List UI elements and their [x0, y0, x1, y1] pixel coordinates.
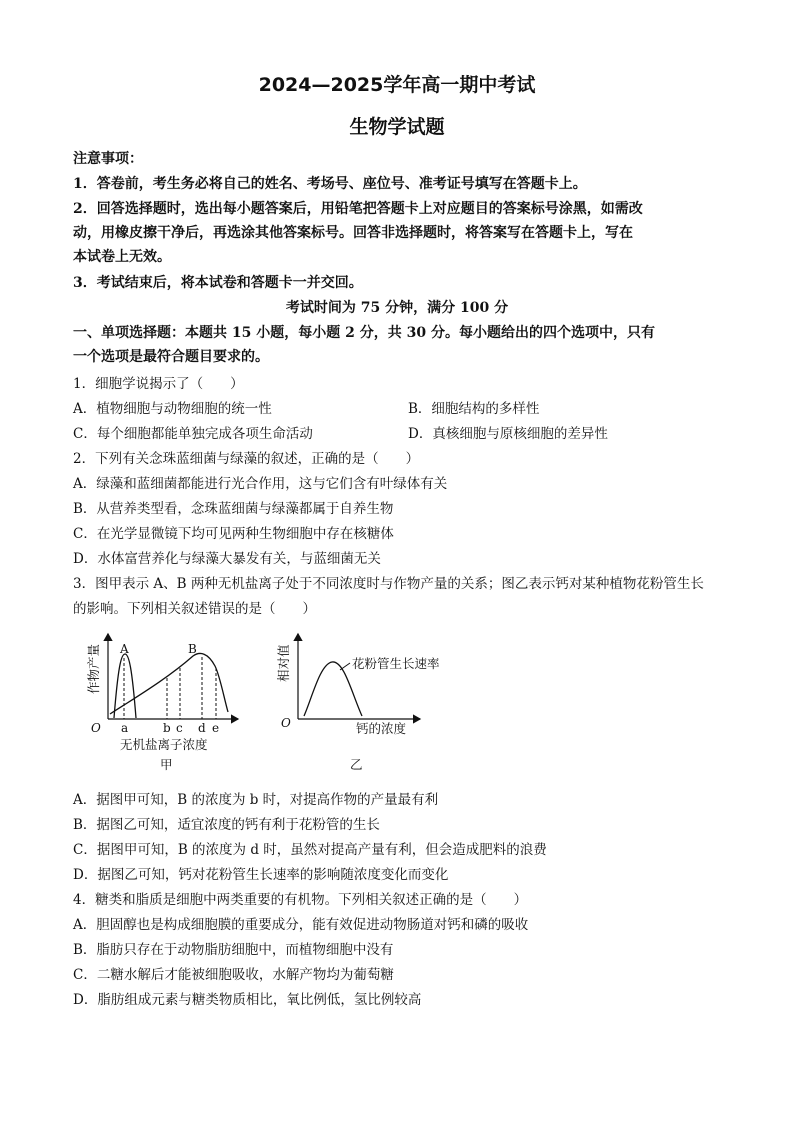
- q1-option-b: B．细胞结构的多样性: [408, 401, 540, 417]
- q2-stem: 2．下列有关念珠蓝细菌与绿藻的叙述，正确的是（ ）: [73, 451, 420, 467]
- exam-subtitle: 生物学试题: [349, 116, 445, 138]
- exam-info: 考试时间为 75 分钟，满分 100 分: [285, 300, 509, 316]
- q1-option-c: C．每个细胞都能单独完成各项生命活动: [73, 426, 313, 442]
- q3-stem-line2: 的影响。下列相关叙述错误的是（ ）: [73, 601, 316, 617]
- jia-tick-a: a: [121, 721, 129, 735]
- q2-option-d: D．水体富营养化与绿藻大暴发有关，与蓝细菌无关: [73, 551, 381, 567]
- q3-option-a: A．据图甲可知，B 的浓度为 b 时，对提高作物的产量最有利: [73, 792, 439, 808]
- notice-item-2-line1: 2．回答选择题时，选出每小题答案后，用铅笔把答题卡上对应题目的答案标号涂黑，如需改: [73, 201, 643, 217]
- notice-heading: 注意事项：: [73, 151, 143, 167]
- notice-item-2-line2: 动，用橡皮擦干净后，再选涂其他答案标号。回答非选择题时，将答案写在答题卡上，写在: [73, 225, 633, 241]
- jia-tick-c: c: [176, 721, 183, 735]
- jia-origin: O: [91, 721, 101, 735]
- jia-xlabel: 无机盐离子浓度: [120, 737, 208, 752]
- q1-option-a: A．植物细胞与动物细胞的统一性: [73, 401, 272, 417]
- jia-curve-b-label: B: [188, 642, 197, 656]
- section-heading-line2: 一个选项是最符合题目要求的。: [73, 349, 269, 365]
- jia-tick-d: d: [198, 721, 206, 735]
- yi-ylabel: 相对值: [276, 644, 291, 682]
- q3-option-c: C．据图甲可知，B 的浓度为 d 时，虽然对提高产量有利，但会造成肥料的浪费: [73, 842, 547, 858]
- jia-curve-b: [110, 653, 228, 714]
- q2-option-b: B．从营养类型看，念珠蓝细菌与绿藻都属于自养生物: [73, 501, 394, 517]
- section-heading-line1: 一、单项选择题：本题共 15 小题，每小题 2 分，共 30 分。每小题给出的四个选项中，只有: [73, 325, 655, 341]
- q2-option-a: A．绿藻和蓝细菌都能进行光合作用，这与它们含有叶绿体有关: [73, 476, 448, 492]
- figure-jia: [78, 628, 253, 778]
- yi-caption: 乙: [350, 757, 363, 772]
- jia-ylabel: 作物产量: [86, 643, 101, 694]
- q4-option-b: B．脂肪只存在于动物脂肪细胞中，而植物细胞中没有: [73, 942, 394, 958]
- jia-tick-b: b: [163, 721, 171, 735]
- jia-caption: 甲: [160, 757, 173, 772]
- yi-leader-line: [340, 663, 350, 670]
- exam-title: 2024—2025学年高一期中考试: [258, 74, 536, 96]
- jia-curve-a: [114, 654, 136, 718]
- q2-option-c: C．在光学显微镜下均可见两种生物细胞中存在核糖体: [73, 526, 394, 542]
- q4-option-d: D．脂肪组成元素与糖类物质相比，氧比例低，氢比例较高: [73, 992, 422, 1008]
- yi-origin: O: [281, 716, 291, 730]
- jia-curve-a-label: A: [120, 642, 129, 656]
- notice-item-1: 1．答卷前，考生务必将自己的姓名、考场号、座位号、准考证号填写在答题卡上。: [73, 176, 587, 192]
- jia-tick-e: e: [212, 721, 220, 735]
- figure-yi: [270, 628, 445, 778]
- q1-stem: 1．细胞学说揭示了（ ）: [73, 376, 244, 392]
- notice-item-3: 3．考试结束后，将本试卷和答题卡一并交回。: [73, 275, 363, 291]
- q4-stem: 4．糖类和脂质是细胞中两类重要的有机物。下列相关叙述正确的是（ ）: [73, 892, 528, 908]
- q3-option-b: B．据图乙可知，适宜浓度的钙有利于花粉管的生长: [73, 817, 380, 833]
- yi-xlabel: 钙的浓度: [356, 721, 407, 736]
- q4-option-c: C．二糖水解后才能被细胞吸收，水解产物均为葡萄糖: [73, 967, 394, 983]
- q3-stem-line1: 3．图甲表示 A、B 两种无机盐离子处于不同浓度时与作物产量的关系；图乙表示钙对某种植物花粉管生长: [73, 576, 704, 592]
- q4-option-a: A．胆固醇也是构成细胞膜的重要成分，能有效促进动物肠道对钙和磷的吸收: [73, 917, 529, 933]
- q3-option-d: D．据图乙可知，钙对花粉管生长速率的影响随浓度变化而变化: [73, 867, 449, 883]
- yi-curve-label: 花粉管生长速率: [352, 656, 440, 671]
- q1-option-d: D．真核细胞与原核细胞的差异性: [408, 426, 608, 442]
- notice-item-2-line3: 本试卷上无效。: [73, 249, 171, 265]
